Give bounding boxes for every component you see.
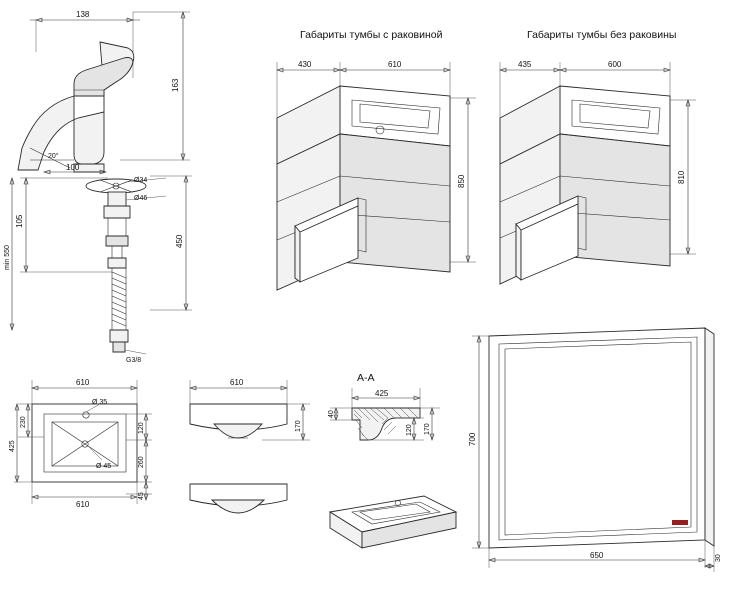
- section-dim-120: 120: [406, 424, 413, 436]
- cabinet2-dim-810: 810: [677, 170, 686, 184]
- faucet-drawing: [4, 10, 192, 364]
- faucet-thread-g38: G3/8: [126, 357, 142, 364]
- basin-plan-dim-610-bottom: 610: [76, 500, 90, 509]
- basin-plan-dim-610-top: 610: [76, 378, 90, 387]
- section-dim-170: 170: [424, 423, 431, 435]
- basin-dim-120: 120: [138, 422, 145, 434]
- basin-plan-drawing: [9, 378, 152, 509]
- section-dim-425: 425: [375, 389, 389, 398]
- cabinet1-dim-610: 610: [388, 60, 402, 69]
- basin-dim-425: 425: [9, 440, 16, 452]
- basin-elevation-drawing: [190, 378, 310, 513]
- cabinet2-dim-435: 435: [518, 60, 532, 69]
- faucet-dim-105: 105: [15, 214, 24, 228]
- title-cabinet-with-basin: Габариты тумбы с раковиной: [300, 29, 443, 41]
- cabinet2-dim-600: 600: [608, 60, 622, 69]
- faucet-dim-163: 163: [171, 78, 180, 92]
- mirror-drawing: [468, 328, 722, 572]
- faucet-dia-46: Ø46: [134, 195, 148, 202]
- cabinet-with-basin-drawing: [277, 29, 476, 290]
- faucet-dim-450: 450: [175, 234, 184, 248]
- cabinet1-dim-430: 430: [298, 60, 312, 69]
- title-section-aa: A-A: [357, 372, 375, 384]
- faucet-dim-100: 100: [66, 163, 80, 172]
- faucet-dim-min550: min 550: [4, 245, 11, 270]
- faucet-angle-20: 20°: [48, 153, 59, 160]
- cabinet1-dim-850: 850: [457, 174, 466, 188]
- mirror-dim-30: 30: [715, 554, 722, 562]
- cabinet-without-basin-drawing: [500, 29, 696, 284]
- title-cabinet-without-basin: Габариты тумбы без раковины: [527, 29, 677, 41]
- basin-dim-45: 45: [138, 492, 145, 500]
- basin-dim-260: 260: [138, 456, 145, 468]
- mirror-logo: [672, 520, 688, 525]
- basin-dia-45: Ø 45: [96, 463, 112, 470]
- faucet-dia-34: Ø34: [134, 177, 148, 184]
- basin-elev-dim-610: 610: [230, 378, 244, 387]
- mirror-dim-650: 650: [590, 551, 604, 560]
- basin-elev-dim-170: 170: [295, 420, 302, 432]
- basin-dia-35: Ø 35: [92, 399, 108, 406]
- mirror-dim-700: 700: [468, 432, 477, 446]
- section-aa-drawing: [328, 372, 440, 440]
- faucet-dim-138: 138: [76, 10, 90, 19]
- basin-dim-230: 230: [20, 416, 27, 428]
- section-dim-40: 40: [328, 410, 335, 418]
- basin-isometric-drawing: [330, 496, 456, 548]
